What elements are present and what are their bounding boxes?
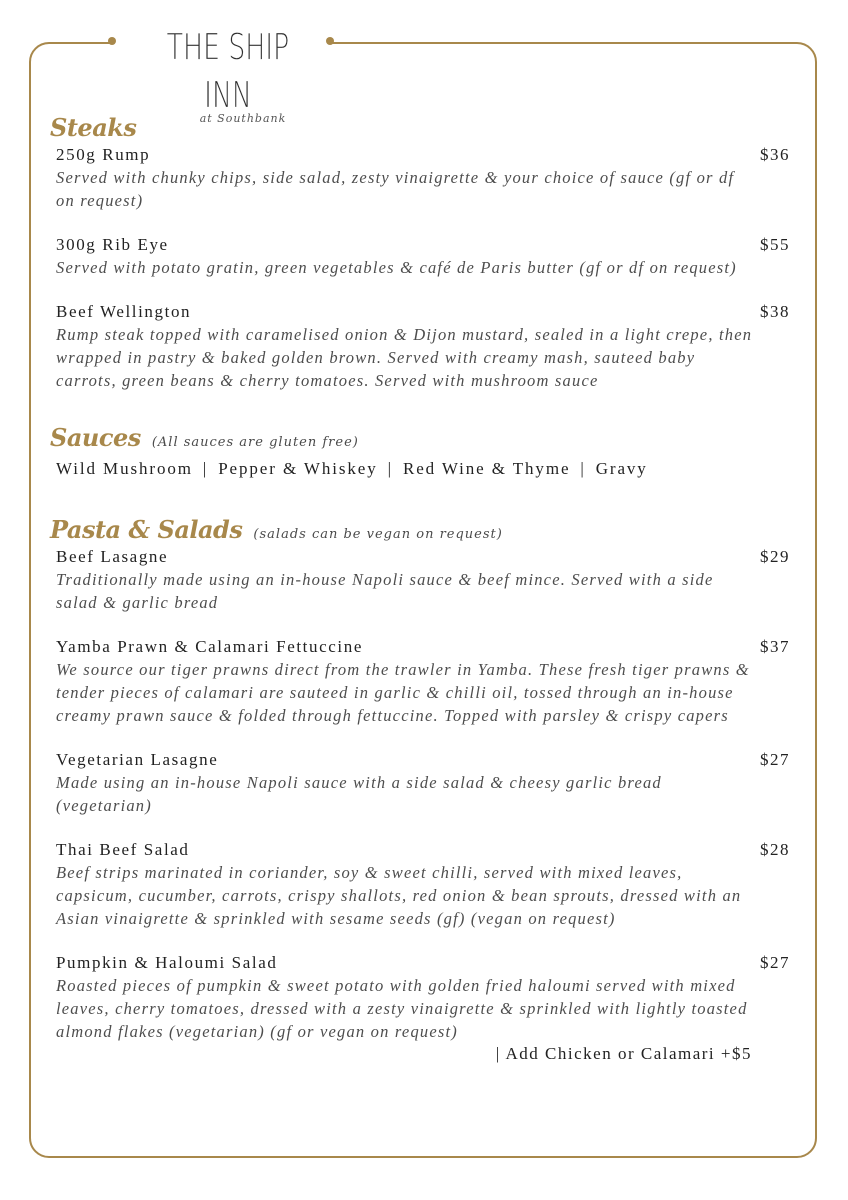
section-title-steaks: Steaks [50, 113, 137, 142]
sauce-option: Wild Mushroom [56, 459, 193, 478]
item-description: Rump steak topped with caramelised onion & Dijon mustard, sealed in a light crepe, then wrapped in pastry & baked golden brown. Served with creamy mash, sauteed baby carrots, green beans & cherry tomatoes. Served with mushroom sauce [56, 325, 753, 390]
section-note-sauces: (All sauces are gluten free) [151, 435, 359, 450]
item-description: Served with potato gratin, green vegetables & café de Paris butter (gf or df on request) [56, 258, 737, 277]
menu-item [56, 144, 792, 212]
item-name: Thai Beef Salad [56, 840, 190, 859]
item-description: Served with chunky chips, side salad, zesty vinaigrette & your choice of sauce (gf or df on request) [56, 168, 735, 210]
section-pasta-salads [50, 516, 792, 544]
menu-item [56, 839, 792, 930]
item-description: Roasted pieces of pumpkin & sweet potato with golden fried haloumi served with mixed leaves, cherry tomatoes, dressed with a zesty vinaigrette & sprinkled with lightly toasted almond flakes (vegetarian) (gf or vegan on request) [56, 976, 748, 1041]
section-title-sauces: Sauces [50, 423, 141, 452]
item-price: $37 [760, 637, 790, 656]
logo-title: THE SHIP INN [166, 27, 290, 116]
sauce-option: Pepper & Whiskey [218, 459, 378, 478]
item-price: $27 [760, 953, 790, 972]
item-description: We source our tiger prawns direct from the trawler in Yamba. These fresh tiger prawns & tender pieces of calamari are sauteed in garlic & chilli oil, tossed through an in-house creamy prawn sauce & folded through fettuccine. Topped with parsley & crispy capers [56, 660, 750, 725]
item-price: $29 [760, 547, 790, 566]
item-description: Traditionally made using an in-house Napoli sauce & beef mince. Served with a side salad & garlic bread [56, 570, 714, 612]
menu-item [56, 636, 792, 727]
sauce-options [56, 458, 792, 480]
menu-item [56, 546, 792, 614]
section-note-pasta-salads: (salads can be vegan on request) [253, 527, 503, 542]
item-name: Pumpkin & Haloumi Salad [56, 953, 278, 972]
section-title-pasta-salads: Pasta & Salads [50, 515, 243, 544]
sauce-option: Red Wine & Thyme [402, 459, 571, 478]
menu-item [56, 952, 792, 1043]
addon-option: | Add Chicken or Calamari +$5 [495, 1044, 752, 1063]
menu-item [56, 749, 792, 817]
item-name: 250g Rump [56, 145, 151, 164]
item-price: $38 [760, 302, 790, 321]
item-name: Beef Lasagne [56, 547, 169, 566]
item-description: Beef strips marinated in coriander, soy & sweet chilli, served with mixed leaves, capsicum, cucumber, carrots, crispy shallots, red onion & bean sprouts, dressed with an Asian vinaigrette & sprinkled with sesame seeds (gf) (vegan on request) [56, 863, 742, 928]
item-price: $55 [760, 235, 790, 254]
menu-item [56, 301, 792, 392]
item-price: $28 [760, 840, 790, 859]
logo-subtitle: at Southbank [199, 112, 287, 125]
item-name: Yamba Prawn & Calamari Fettuccine [56, 637, 363, 656]
menu-item [56, 234, 792, 279]
item-price: $36 [760, 145, 790, 164]
item-name: Vegetarian Lasagne [56, 750, 219, 769]
item-name: 300g Rib Eye [56, 235, 169, 254]
sauce-separator: | [580, 459, 586, 478]
section-sauces [50, 424, 792, 452]
item-price: $27 [760, 750, 790, 769]
item-description: Made using an in-house Napoli sauce with a side salad & cheesy garlic bread (vegetarian) [56, 773, 662, 815]
logo [128, 24, 328, 125]
item-name: Beef Wellington [56, 302, 192, 321]
section-steaks [50, 114, 792, 142]
sauce-option: Gravy [595, 459, 648, 478]
sauce-separator: | [387, 459, 393, 478]
menu-content [50, 113, 792, 1065]
sauce-separator: | [202, 459, 209, 478]
border-dot-left [108, 37, 116, 45]
